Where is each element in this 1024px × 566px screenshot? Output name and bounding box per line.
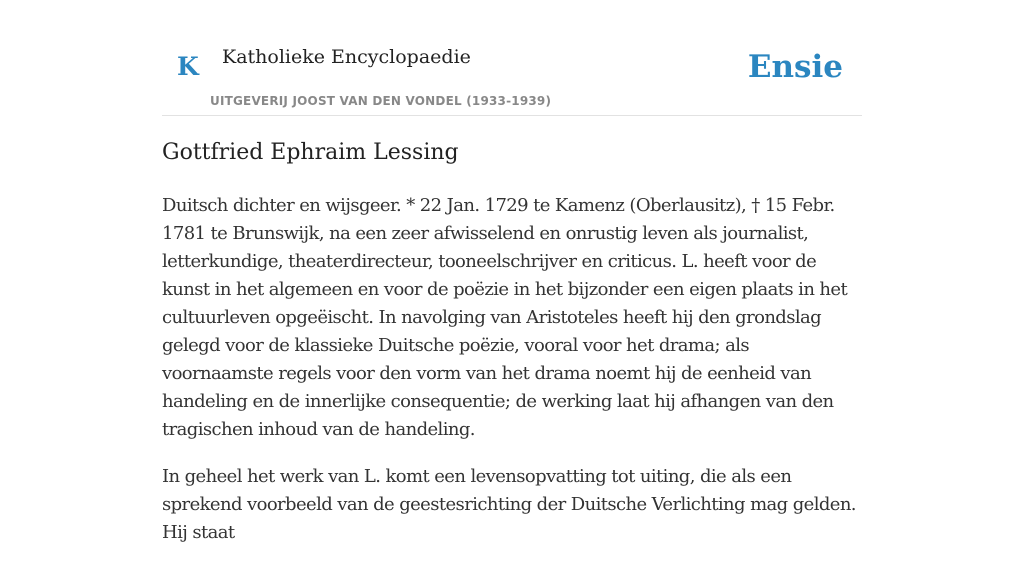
site-title-link[interactable]: Katholieke Encyclopaedie (222, 46, 471, 68)
article-title: Gottfried Ephraim Lessing (162, 140, 459, 165)
article-paragraph: In geheel het werk van L. komt een levensopvatting tot uiting, die als een sprekend voorbeeld van de geestesrichting der Duitsche Verlichting mag gelden. Hij staat (162, 466, 856, 543)
article-body (162, 192, 865, 566)
encyclopedia-logo[interactable]: K (177, 52, 199, 81)
publisher-subtitle: UITGEVERIJ JOOST VAN DEN VONDEL (1933-1939) (210, 94, 552, 108)
ensie-brand-link[interactable]: Ensie (747, 49, 843, 85)
site-header (162, 0, 862, 116)
article-paragraph: Duitsch dichter en wijsgeer. * 22 Jan. 1729 te Kamenz (Oberlausitz), † 15 Febr. 1781 te Brunswijk, na een zeer afwisselend en onrustig leven als journalist, letterkundige, theaterdirecteur, tooneelschrijver en criticus. L. heeft voor de kunst in het algemeen en voor de poëzie in het bijzonder een eigen plaats in het cultuurleven opgeëischt. In navolging van Aristoteles heeft hij den grondslag gelegd voor de klassieke Duitsche poëzie, vooral voor het drama; als voornaamste regels voor den vorm van het drama noemt hij de eenheid van handeling en de innerlijke consequentie; de werking laat hij afhangen van den tragischen inhoud van de handeling. (162, 195, 848, 440)
